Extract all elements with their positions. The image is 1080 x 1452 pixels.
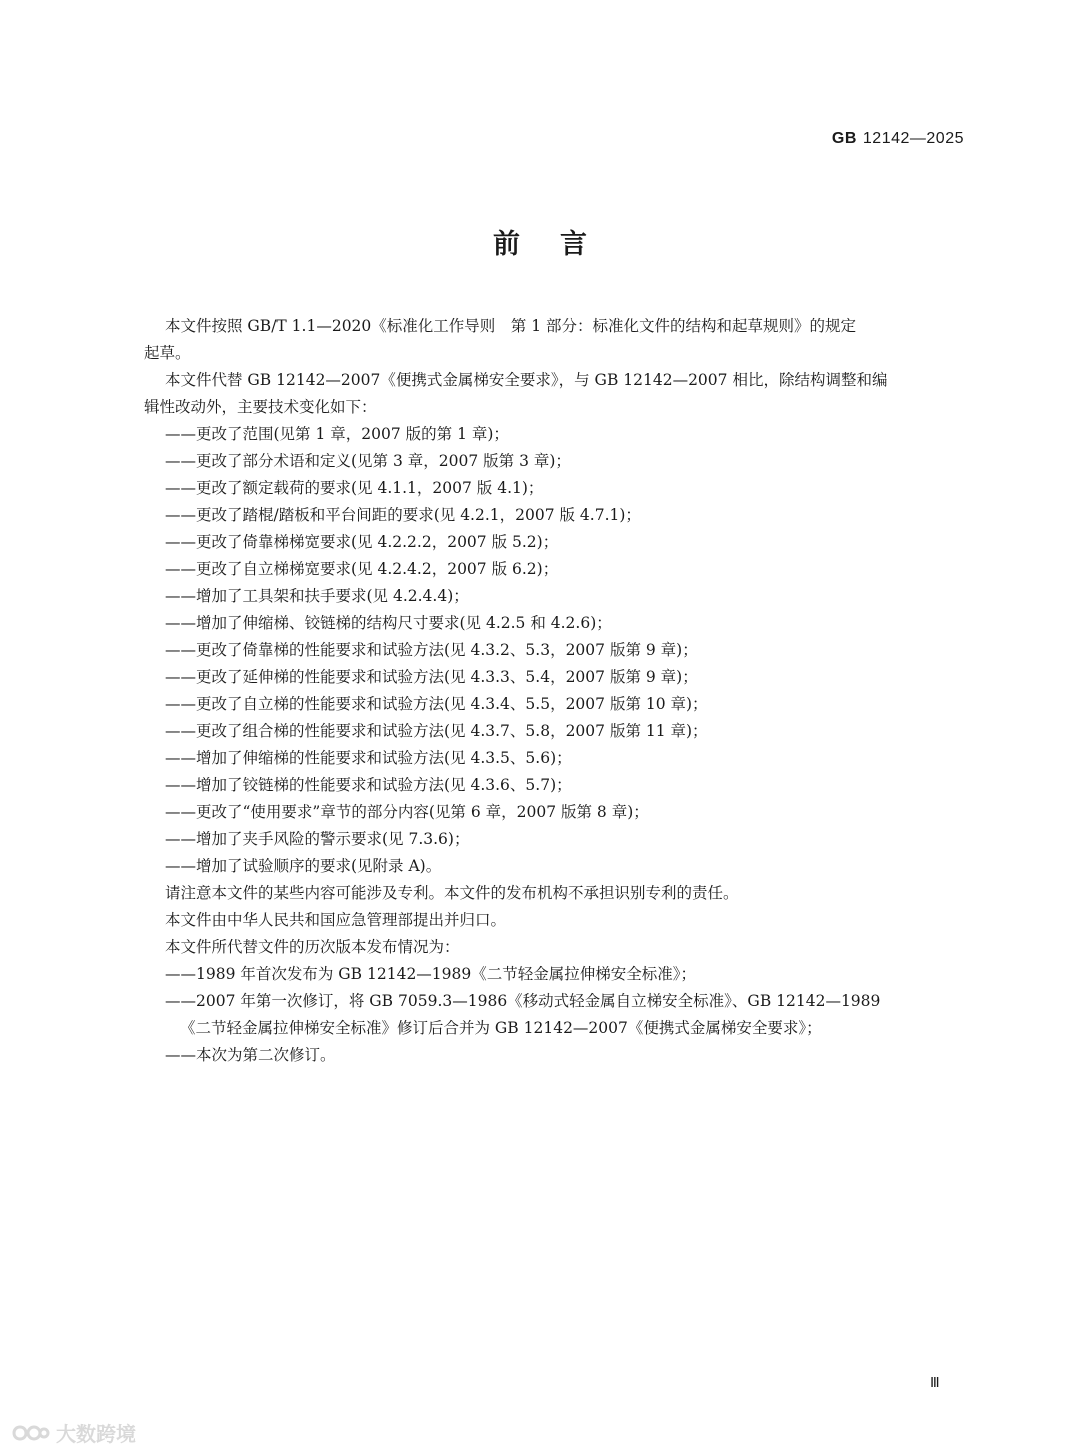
history-item-3: ——本次为第二次修订。	[165, 1046, 336, 1064]
page-number: Ⅲ	[930, 1376, 939, 1391]
intro-paragraph-2-line-2: 辑性改动外，主要技术变化如下：	[144, 398, 377, 416]
watermark	[8, 1418, 136, 1447]
list-item: ——增加了伸缩梯、铰链梯的结构尺寸要求(见 4.2.5 和 4.2.6)；	[165, 614, 612, 632]
foreword-body	[144, 313, 965, 1069]
history-item-1: ——1989 年首次发布为 GB 12142—1989《二节轻金属拉伸梯安全标准》；	[165, 965, 697, 983]
list-item: ——增加了试验顺序的要求(见附录 A)。	[165, 857, 442, 875]
list-item: ——更改了自立梯梯宽要求(见 4.2.4.2，2007 版 6.2)；	[165, 560, 559, 578]
list-item: ——增加了夹手风险的警示要求(见 7.3.6)；	[165, 830, 470, 848]
list-item: ——增加了工具架和扶手要求(见 4.2.4.4)；	[165, 587, 469, 605]
watermark-logo-icon	[8, 1420, 50, 1446]
history-intro: 本文件所代替文件的历次版本发布情况为：	[165, 938, 460, 956]
page-title: 前言	[493, 229, 627, 260]
intro-paragraph-1-line-2: 起草。	[144, 344, 191, 362]
history-item-2-line-2: 《二节轻金属拉伸梯安全标准》修订后合并为 GB 12142—2007《便携式金属梯安全要求》；	[180, 1019, 822, 1037]
list-item: ——更改了倚靠梯梯宽要求(见 4.2.2.2，2007 版 5.2)；	[165, 533, 559, 551]
list-item: ——更改了倚靠梯的性能要求和试验方法(见 4.3.2、5.3，2007 版第 9 章)；	[165, 641, 698, 659]
intro-paragraph-1-line-1: 本文件按照 GB/T 1.1—2020《标准化工作导则 第 1 部分：标准化文件的结构和起草规则》的规定	[165, 317, 857, 335]
list-item: ——更改了自立梯的性能要求和试验方法(见 4.3.4、5.5，2007 版第 10 章)；	[165, 695, 708, 713]
list-item: ——更改了额定载荷的要求(见 4.1.1，2007 版 4.1)；	[165, 479, 544, 497]
list-item: ——增加了铰链梯的性能要求和试验方法(见 4.3.6、5.7)；	[165, 776, 572, 794]
intro-paragraph-2-line-1: 本文件代替 GB 12142—2007《便携式金属梯安全要求》，与 GB 12142—2007 相比，除结构调整和编	[165, 371, 888, 389]
list-item: ——更改了踏棍/踏板和平台间距的要求(见 4.2.1，2007 版 4.7.1)；	[165, 506, 641, 524]
standard-code: 12142—2025	[862, 130, 964, 147]
history-item-2	[165, 988, 965, 1042]
standard-number	[832, 130, 964, 148]
list-item: ——更改了延伸梯的性能要求和试验方法(见 4.3.3、5.4，2007 版第 9 章)；	[165, 668, 698, 686]
version-history-list	[165, 961, 965, 1069]
proposer-statement: 本文件由中华人民共和国应急管理部提出并归口。	[165, 911, 507, 929]
list-item: ——更改了范围(见第 1 章，2007 版的第 1 章)；	[165, 425, 509, 443]
watermark-text: 大数跨境	[56, 1422, 136, 1446]
list-item: ——更改了组合梯的性能要求和试验方法(见 4.3.7、5.8，2007 版第 11 章)；	[165, 722, 708, 740]
standard-prefix: GB	[831, 130, 857, 147]
list-item: ——更改了部分术语和定义(见第 3 章，2007 版第 3 章)；	[165, 452, 571, 470]
list-item: ——增加了伸缩梯的性能要求和试验方法(见 4.3.5、5.6)；	[165, 749, 572, 767]
history-item-2-line-1: ——2007 年第一次修订，将 GB 7059.3—1986《移动式轻金属自立梯安全标准》、GB 12142—1989	[165, 992, 881, 1010]
patent-notice: 请注意本文件的某些内容可能涉及专利。本文件的发布机构不承担识别专利的责任。	[165, 884, 739, 902]
list-item: ——更改了“使用要求”章节的部分内容(见第 6 章，2007 版第 8 章)；	[165, 803, 649, 821]
technical-changes-list	[165, 421, 965, 880]
